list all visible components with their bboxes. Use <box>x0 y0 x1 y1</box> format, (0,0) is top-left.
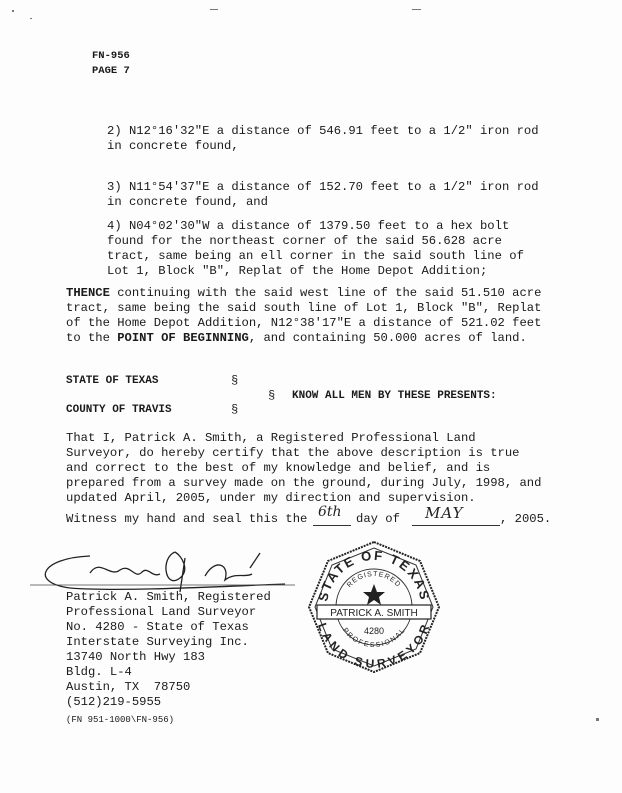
witness-year: , 2005. <box>500 512 552 526</box>
seal-star-icon <box>363 584 385 605</box>
signer-line-2: Professional Land Surveyor <box>66 605 257 619</box>
scan-speck <box>30 18 32 19</box>
section-sign: § <box>231 403 239 417</box>
thence-line-4-pre: to the <box>66 331 118 345</box>
handwritten-day: 6th <box>318 504 342 520</box>
signer-line-6: Bldg. L-4 <box>66 665 132 679</box>
handwritten-month: MAY <box>425 504 464 522</box>
day-underline <box>313 525 351 526</box>
certification-line-2: Surveyor, do hereby certify that the above description is true <box>66 446 520 460</box>
scan-speck <box>210 9 218 10</box>
seal-professional-text: PROFESSIONAL <box>341 627 407 650</box>
witness-day-of: day of <box>356 512 400 526</box>
call-2-line-2: in concrete found, <box>107 139 239 153</box>
thence-line-4 <box>66 331 527 346</box>
certification-line-1: That I, Patrick A. Smith, a Registered Professional Land <box>66 431 476 445</box>
signer-line-5: 13740 North Hwy 183 <box>66 650 205 664</box>
seal-name: PATRICK A. SMITH <box>330 608 418 619</box>
signer-line-7: Austin, TX 78750 <box>66 680 191 694</box>
month-underline <box>412 525 500 526</box>
signer-line-4: Interstate Surveying Inc. <box>66 635 249 649</box>
page-number: PAGE 7 <box>92 65 130 77</box>
section-sign: § <box>268 389 276 403</box>
call-4-line-3: tract, same being an ell corner in the said south line of <box>107 249 524 263</box>
seal-registered-text: REGISTERED <box>346 570 402 589</box>
section-sign: § <box>231 374 239 388</box>
witness-text: Witness my hand and seal this the <box>66 512 308 526</box>
call-4-line-1: 4) N04°02'30"W a distance of 1379.50 feet to a hex bolt <box>107 219 510 233</box>
file-reference: (FN 951-1000\FN-956) <box>66 715 175 725</box>
know-all-men: KNOW ALL MEN BY THESE PRESENTS: <box>292 390 497 402</box>
thence-line-3: of the Home Depot Addition, N12°38'17"E a distance of 521.02 feet <box>66 316 542 330</box>
signer-line-1: Patrick A. Smith, Registered <box>66 590 271 604</box>
thence-line-4-post: , and containing 50.000 acres of land. <box>248 331 527 345</box>
call-2-line-1: 2) N12°16'32"E a distance of 546.91 feet to a 1/2" iron rod <box>107 124 539 138</box>
certification-line-4: prepared from a survey made on the ground, during July, 1998, and <box>66 476 542 490</box>
certification-line-5: updated April, 2005, under my direction and supervision. <box>66 491 476 505</box>
fn-number: FN-956 <box>92 50 130 62</box>
thence-keyword: THENCE <box>66 286 110 300</box>
call-4-line-4: Lot 1, Block "B", Replat of the Home Depot Addition; <box>107 264 488 278</box>
call-3-line-2: in concrete found, and <box>107 195 268 209</box>
seal-bottom-text: LAND SURVEYOR <box>315 621 433 672</box>
scan-speck <box>596 718 599 721</box>
seal-number: 4280 <box>363 626 385 636</box>
thence-line-1-text: continuing with the said west line of the said 51.510 acre <box>109 286 542 300</box>
county-of-travis: COUNTY OF TRAVIS <box>66 404 172 416</box>
seal-top-text: STATE OF TEXAS <box>315 547 433 603</box>
thence-line-1 <box>66 286 541 301</box>
surveyor-seal <box>305 538 443 676</box>
signer-line-3: No. 4280 - State of Texas <box>66 620 249 634</box>
thence-line-2: tract, same being the said south line of Lot 1, Block "B", Replat <box>66 301 542 315</box>
signer-line-8: (512)219-5955 <box>66 695 162 709</box>
call-4-line-2: found for the northeast corner of the said 56.628 acre <box>107 234 502 248</box>
point-of-beginning: POINT OF BEGINNING <box>117 331 249 345</box>
state-of-texas: STATE OF TEXAS <box>66 375 159 387</box>
certification-line-3: and correct to the best of my knowledge and belief, and is <box>66 461 491 475</box>
call-3-line-1: 3) N11°54'37"E a distance of 152.70 feet to a 1/2" iron rod <box>107 180 539 194</box>
scan-speck <box>412 9 421 10</box>
scan-speck <box>12 10 14 12</box>
